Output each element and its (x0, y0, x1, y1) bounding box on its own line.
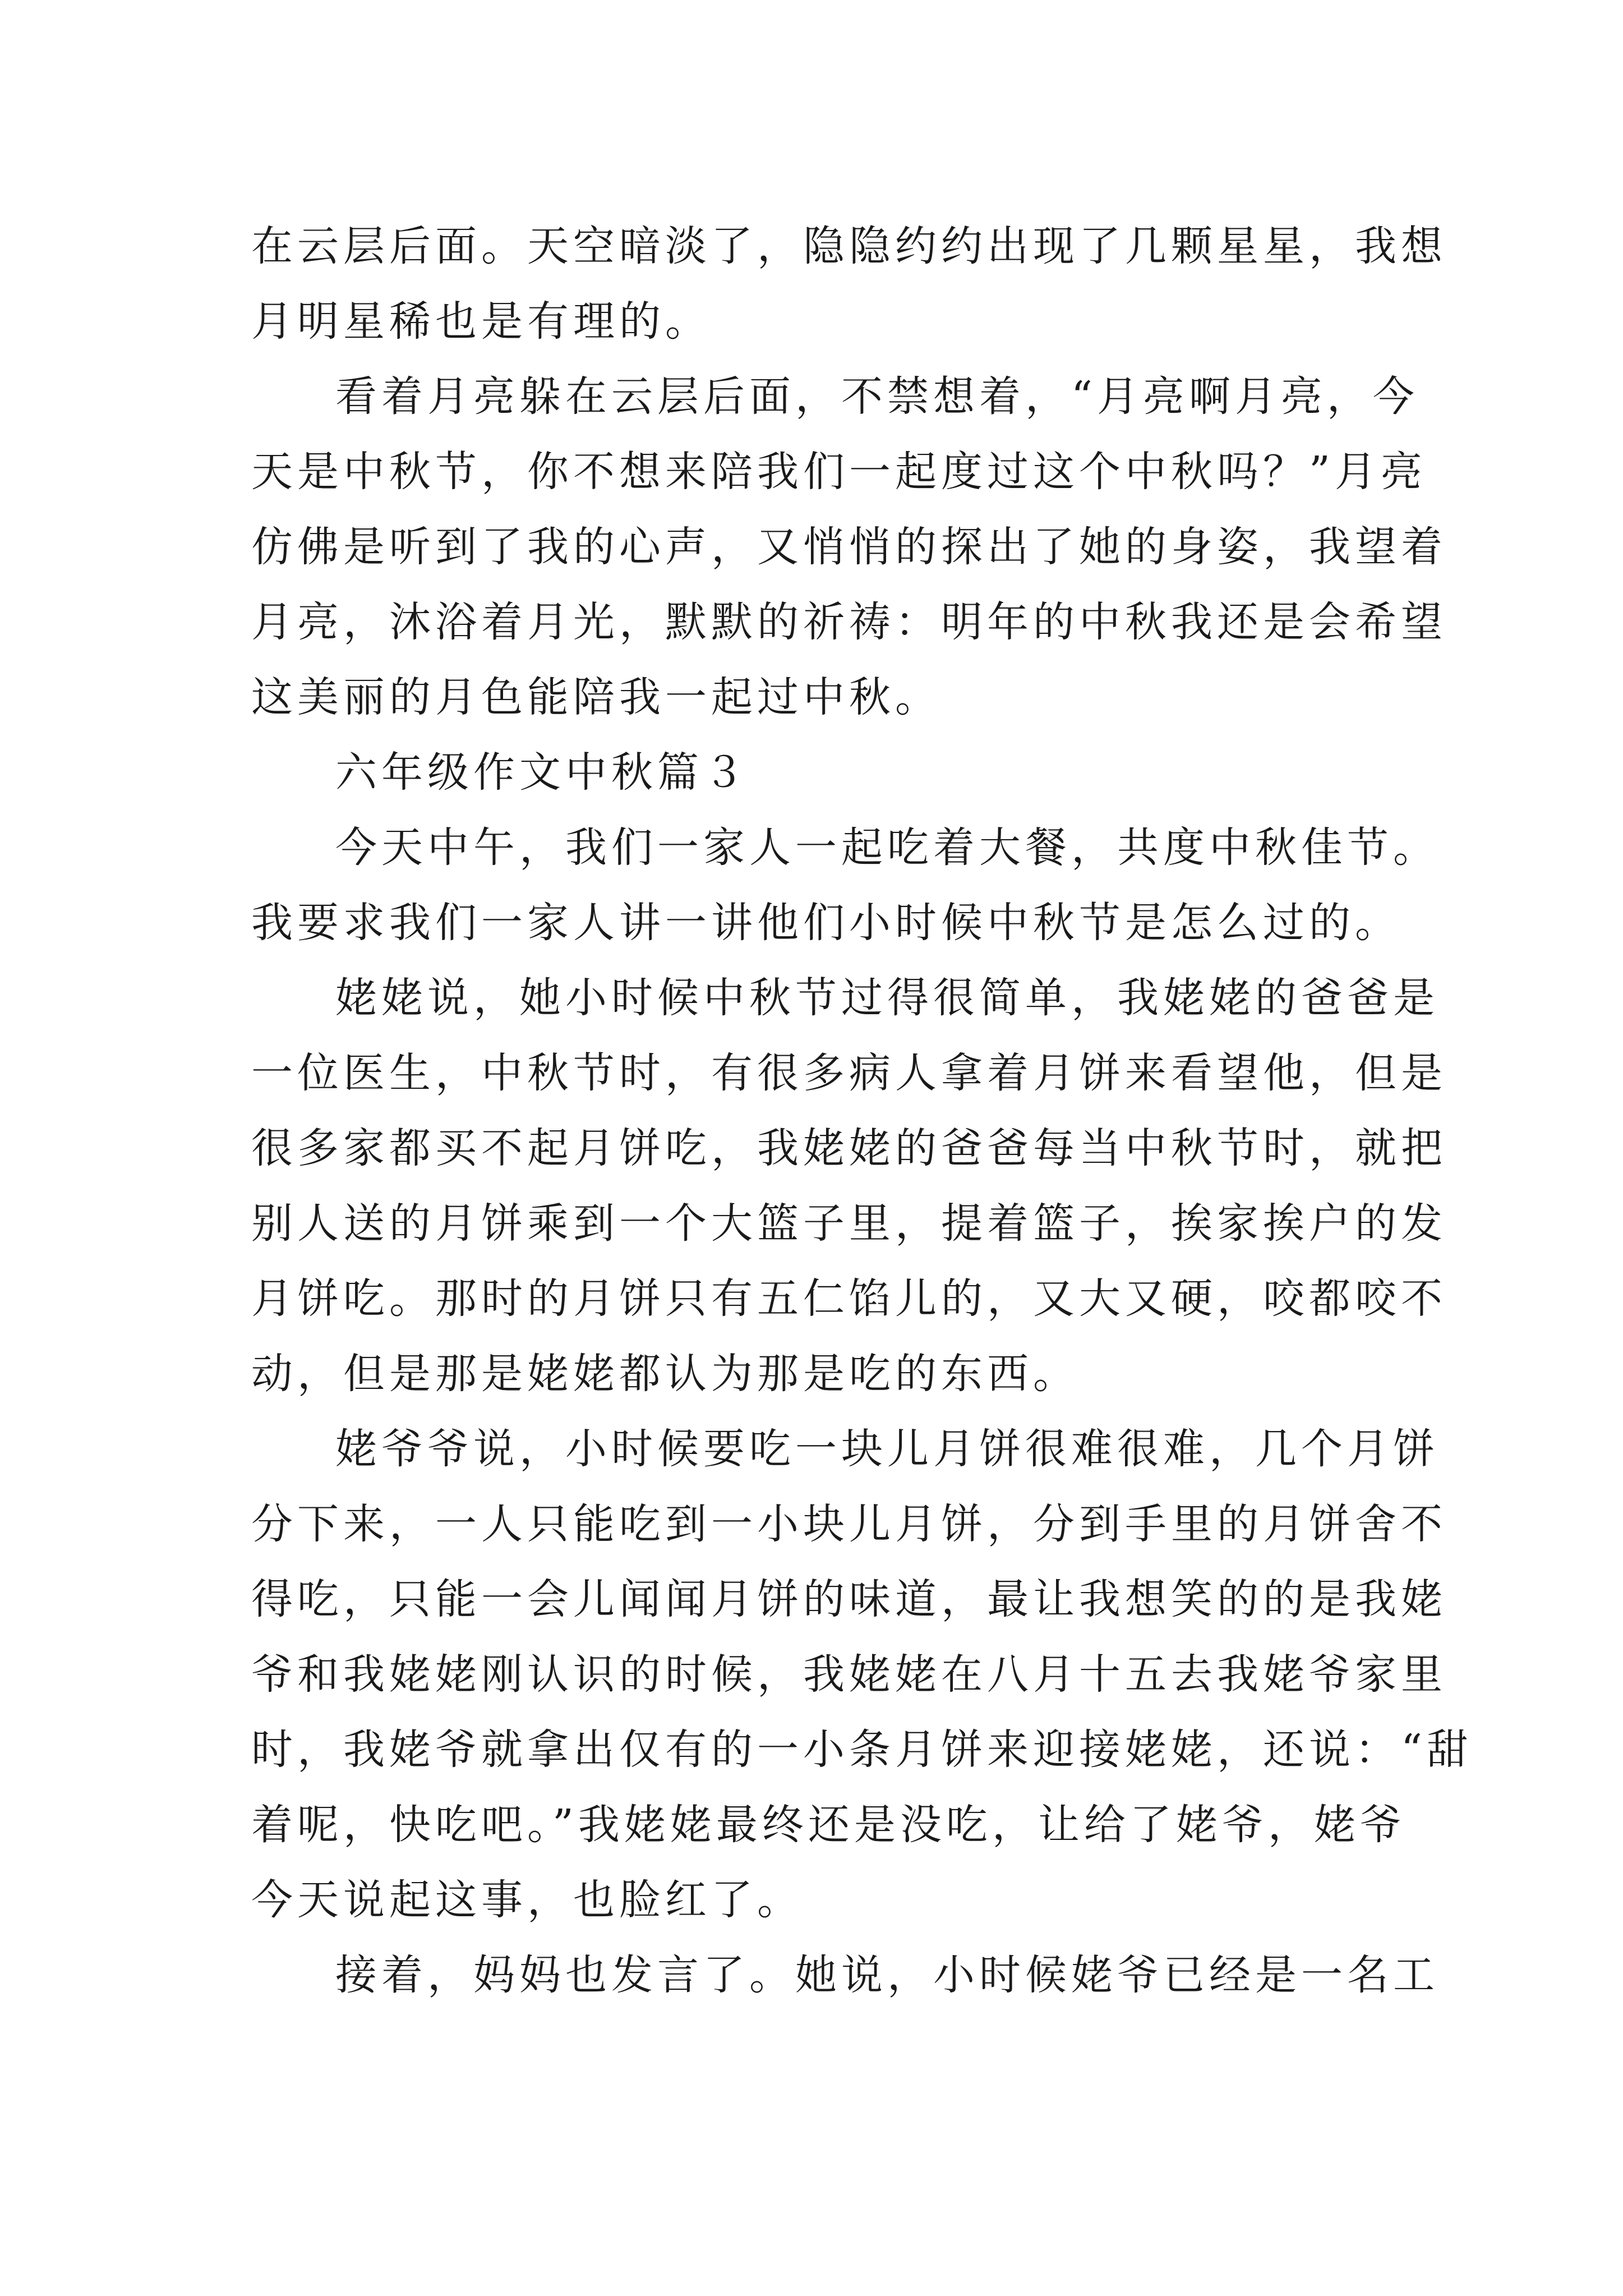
paragraph-start-line: 今天中午，我们一家人一起吃着大餐，共度中秋佳节。 (335, 823, 1439, 872)
text-line: 着呢，快吃吧。”我姥姥最终还是没吃，让给了姥爷，姥爷 (251, 1801, 1406, 1849)
text-line: 在云层后面。天空暗淡了，隐隐约约出现了几颗星星，我想 (251, 222, 1447, 270)
paragraph-start-line: 看着月亮躲在云层后面，不禁想着，“月亮啊月亮，今 (335, 372, 1419, 421)
text-line: 仿佛是听到了我的心声，又悄悄的探出了她的身姿，我望着 (251, 523, 1447, 571)
section-heading: 六年级作文中秋篇３ (335, 748, 749, 797)
text-line: 爷和我姥姥刚认识的时候，我姥姥在八月十五去我姥爷家里 (251, 1650, 1447, 1699)
text-line: 月亮，沐浴着月光，默默的祈祷：明年的中秋我还是会希望 (251, 598, 1447, 646)
text-line: 一位医生，中秋节时，有很多病人拿着月饼来看望他，但是 (251, 1049, 1447, 1097)
text-line: 别人送的月饼乘到一个大篮子里，提着篮子，挨家挨户的发 (251, 1199, 1447, 1248)
text-line: 月饼吃。那时的月饼只有五仁馅儿的，又大又硬，咬都咬不 (251, 1274, 1447, 1323)
paragraph-start-line: 接着，妈妈也发言了。她说，小时候姥爷已经是一名工 (335, 1951, 1439, 1999)
text-line: 今天说起这事，也脸红了。 (251, 1876, 803, 1924)
paragraph-start-line: 姥姥说，她小时候中秋节过得很简单，我姥姥的爸爸是 (335, 974, 1439, 1022)
paragraph-start-line: 姥爷爷说，小时候要吃一块儿月饼很难很难，几个月饼 (335, 1425, 1439, 1473)
text-line: 月明星稀也是有理的。 (251, 297, 711, 346)
text-line: 很多家都买不起月饼吃，我姥姥的爸爸每当中秋节时，就把 (251, 1124, 1447, 1172)
text-line: 动，但是那是姥姥都认为那是吃的东西。 (251, 1350, 1079, 1398)
text-line: 得吃，只能一会儿闻闻月饼的味道，最让我想笑的的是我姥 (251, 1575, 1447, 1623)
text-line: 我要求我们一家人讲一讲他们小时候中秋节是怎么过的。 (251, 899, 1401, 947)
text-line: 时，我姥爷就拿出仅有的一小条月饼来迎接姥姥，还说：“甜 (251, 1726, 1473, 1774)
text-line: 分下来，一人只能吃到一小块儿月饼，分到手里的月饼舍不 (251, 1500, 1447, 1548)
text-line: 这美丽的月色能陪我一起过中秋。 (251, 673, 941, 721)
text-line: 天是中秋节，你不想来陪我们一起度过这个中秋吗？”月亮 (251, 448, 1427, 496)
